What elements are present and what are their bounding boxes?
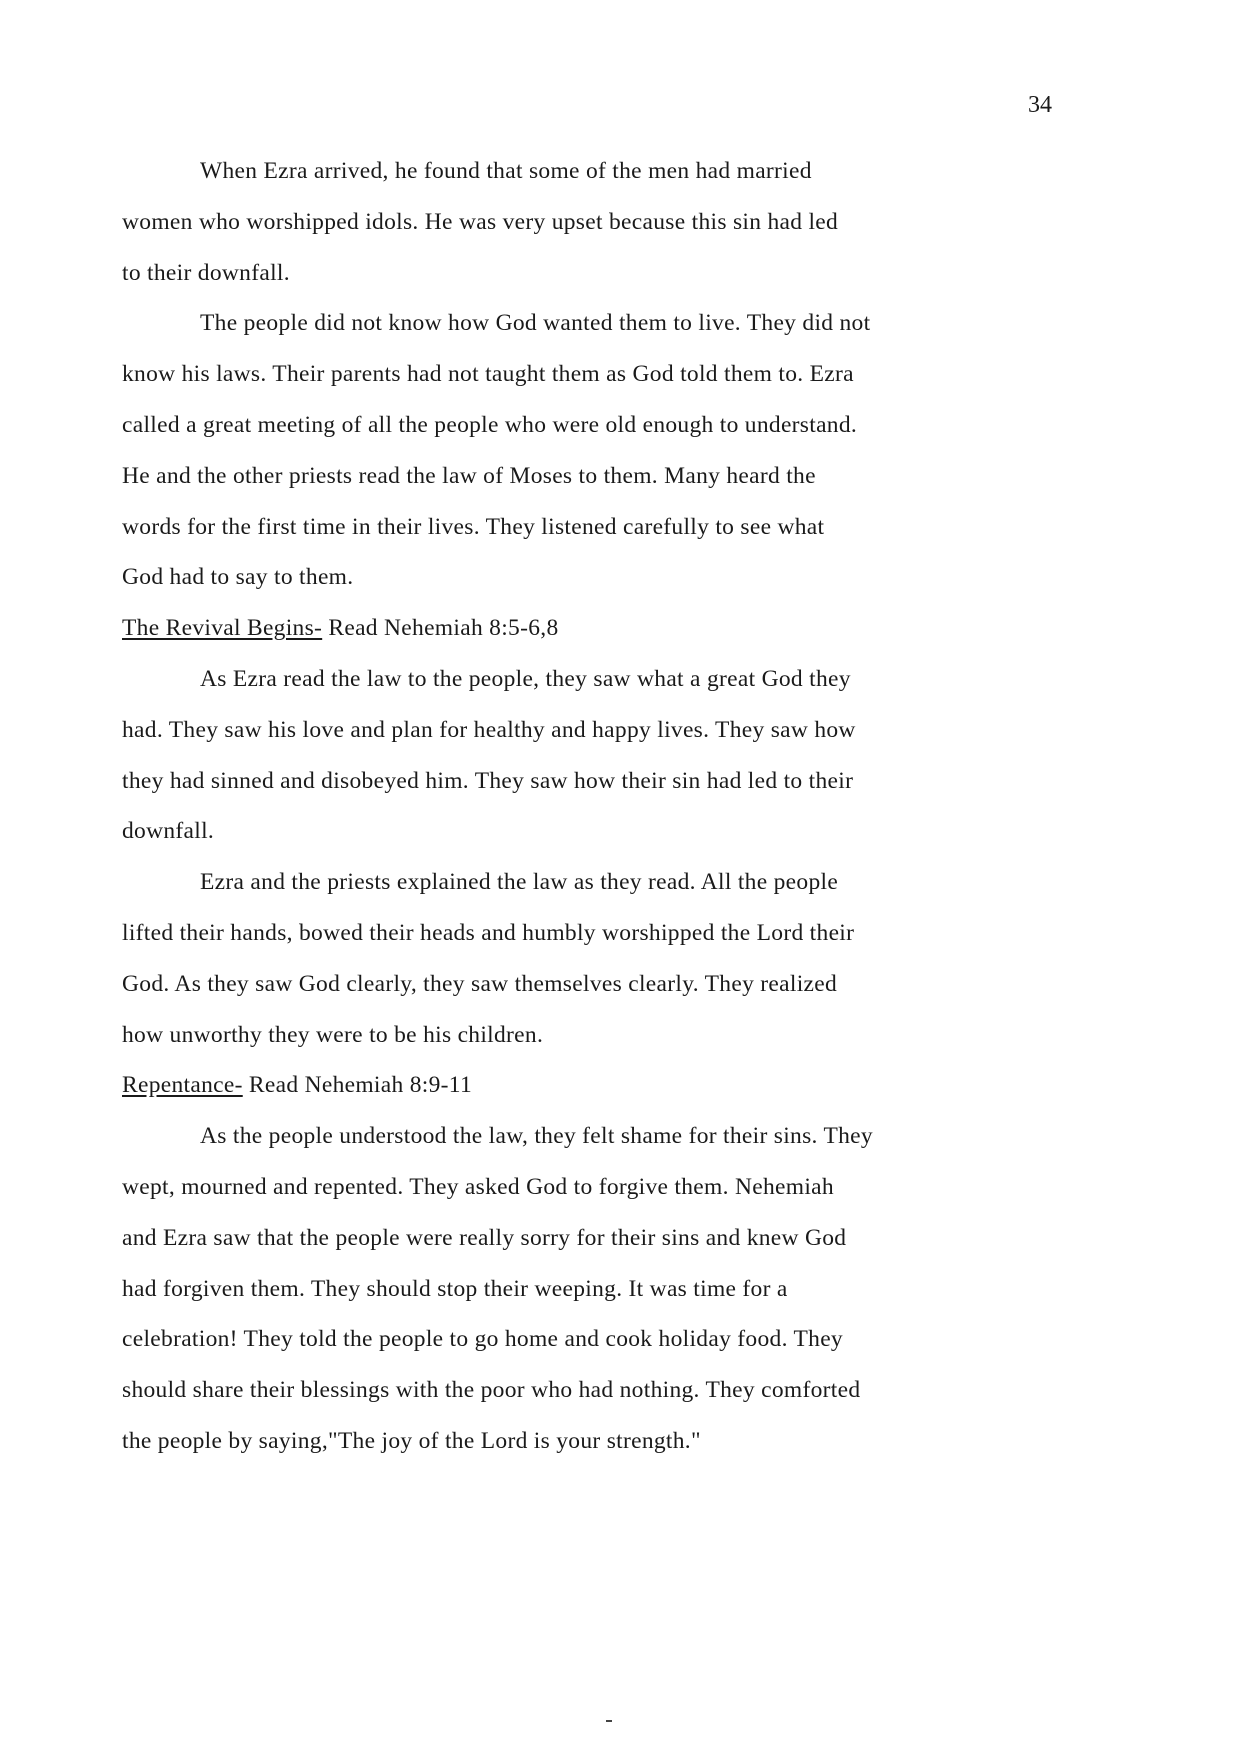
paragraph-line: words for the first time in their lives. They listened carefully to see what <box>122 513 825 540</box>
section-heading <box>122 1068 1042 1119</box>
paragraph-line: God had to say to them. <box>122 564 354 591</box>
document-body <box>122 154 1042 1475</box>
paragraph-line: had. They saw his love and plan for healthy and happy lives. They saw how <box>122 716 856 743</box>
paragraph-line: When Ezra arrived, he found that some of the men had married <box>200 158 812 184</box>
paragraph-line: The people did not know how God wanted them to live. They did not <box>200 310 871 337</box>
paragraph-line: how unworthy they were to be his children. <box>122 1021 544 1048</box>
scan-mark <box>606 1720 612 1722</box>
paragraph-line: He and the other priests read the law of Moses to them. Many heard the <box>122 462 816 489</box>
paragraph-line: wept, mourned and repented. They asked God to forgive them. Nehemiah <box>122 1173 834 1200</box>
paragraph-line: As the people understood the law, they felt shame for their sins. They <box>200 1123 873 1150</box>
paragraph-line: they had sinned and disobeyed him. They saw how their sin had led to their <box>122 767 854 794</box>
scripture-reference: Read Nehemiah 8:9-11 <box>242 1072 472 1099</box>
scripture-reference: Read Nehemiah 8:5-6,8 <box>322 615 559 642</box>
paragraph-line: Ezra and the priests explained the law as they read. All the people <box>200 869 839 896</box>
paragraph-line: As Ezra read the law to the people, they saw what a great God they <box>200 665 851 692</box>
paragraph-line: had forgiven them. They should stop their weeping. It was time for a <box>122 1275 788 1302</box>
section-title: The Revival Begins- <box>122 615 323 642</box>
paragraph-line: women who worshipped idols. He was very upset because this sin had led <box>122 208 839 235</box>
paragraph-line: and Ezra saw that the people were really sorry for their sins and knew God <box>122 1224 847 1251</box>
paragraph-line: celebration! They told the people to go home and cook holiday food. They <box>122 1326 843 1353</box>
paragraph-line: know his laws. Their parents had not taught them as God told them to. Ezra <box>122 361 854 388</box>
paragraph-line: called a great meeting of all the people who were old enough to understand. <box>122 411 858 438</box>
paragraph-line: the people by saying,"The joy of the Lord is your strength." <box>122 1427 701 1454</box>
section-title: Repentance- <box>122 1072 243 1099</box>
paragraph-line: to their downfall. <box>122 259 290 286</box>
paragraph-line: God. As they saw God clearly, they saw themselves clearly. They realized <box>122 970 838 997</box>
paragraph-line: downfall. <box>122 818 215 845</box>
paragraph-line: should share their blessings with the poor who had nothing. They comforted <box>122 1377 861 1404</box>
page-number: 34 <box>1028 92 1052 118</box>
paragraph-line: lifted their hands, bowed their heads and humbly worshipped the Lord their <box>122 919 855 946</box>
section-heading <box>122 611 1042 662</box>
